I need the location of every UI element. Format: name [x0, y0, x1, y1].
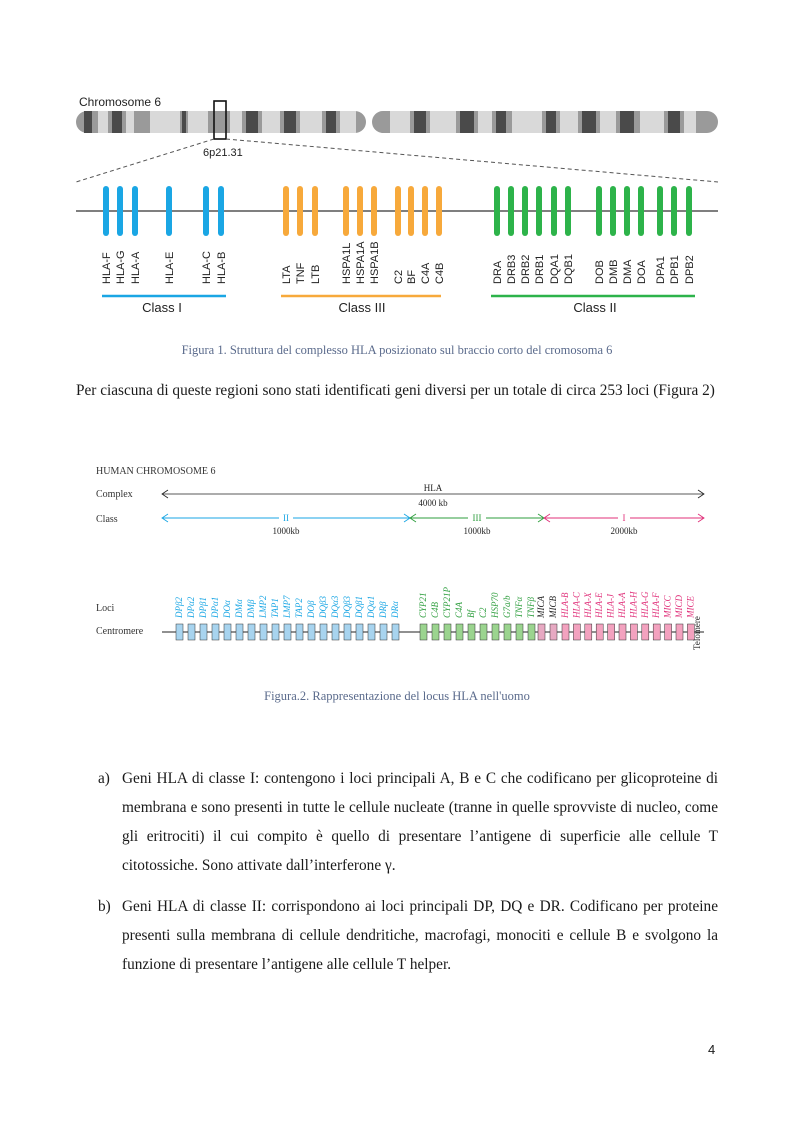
list-item-class-2	[98, 892, 718, 979]
row-complex-label: Complex	[96, 489, 133, 500]
locus-label: DQα1	[366, 595, 376, 618]
figure-2-caption: Figura.2. Rappresentazione del locus HLA nell'uomo	[264, 689, 530, 703]
class1-locus-box	[562, 624, 569, 640]
class1-locus-box	[653, 624, 660, 640]
locus-label: DMβ	[246, 599, 256, 618]
locus-label: DQα3	[330, 595, 340, 618]
locus-label: HLA-B	[560, 592, 570, 618]
locus-label: MICD	[674, 595, 684, 618]
locus-label: DPβ2	[174, 597, 184, 618]
gene-label: DPA1	[655, 256, 667, 284]
class2-locus-box	[320, 624, 327, 640]
locus-label: DQβ3	[318, 596, 328, 618]
class2-name: II	[283, 513, 289, 523]
class2-label: Class II	[573, 300, 617, 315]
gene-label: DOB	[594, 260, 606, 284]
chromosome-label: Chromosome 6	[79, 95, 162, 109]
gene-label: DPB2	[684, 255, 696, 284]
locus-label: C4A	[454, 601, 464, 618]
list-text: Geni HLA di classe II: corrispondono ai loci principali DP, DQ e DR. Codificano per proteine presenti sulla membrana di cellule dendritiche, macrofagi, monociti e cellule B e svolgono la funzione di presentare l’antigene alle cellule T helper.	[122, 898, 718, 973]
gene-label: DRB1	[534, 254, 546, 284]
class2-locus-box	[260, 624, 267, 640]
class3-locus-box	[456, 624, 463, 640]
gene-label: HSPA1B	[369, 241, 381, 284]
class2-locus-box	[236, 624, 243, 640]
locus-label: HLA-E	[594, 592, 605, 618]
gene-label: BF	[406, 269, 418, 284]
gene-label: HLA-G	[115, 250, 127, 284]
class2-locus-box	[224, 624, 231, 640]
gene-label: DMB	[608, 259, 620, 284]
class2-size: 1000kb	[272, 526, 300, 536]
page-number: 4	[708, 1042, 716, 1057]
list-item-class-1	[98, 764, 718, 880]
class2-locus-box	[380, 624, 387, 640]
class3-locus-box	[480, 624, 487, 640]
gene-label: DRB3	[506, 254, 518, 284]
gene-label: DQB1	[563, 254, 575, 284]
class2-locus-box	[248, 624, 255, 640]
class3-locus-box	[432, 624, 439, 640]
gene-label: HSPA1L	[341, 242, 353, 284]
gene-label: HLA-A	[130, 251, 142, 284]
gene-label: HSPA1A	[355, 241, 367, 284]
locus-label: C2	[478, 607, 488, 618]
locus-label: HLA-A	[617, 592, 627, 618]
row-loci-label: Loci	[96, 603, 115, 614]
gene-label: C2	[393, 269, 405, 284]
gene-label: TNF	[295, 262, 307, 284]
paragraph-loci-count: Per ciascuna di queste regioni sono stati identificati geni diversi per un totale di circa 253 loci (Figura 2)	[76, 382, 715, 399]
locus-label: MICB	[548, 596, 558, 618]
class1-locus-box	[585, 624, 592, 640]
class2-locus-box	[284, 624, 291, 640]
class3-locus-box	[492, 624, 499, 640]
locus-label: DMα	[234, 599, 244, 618]
locus-label: LMP7	[282, 595, 292, 618]
row-centromere-label: Centromere	[96, 626, 144, 637]
row-class-label: Class	[96, 514, 118, 525]
class2-locus-box	[368, 624, 375, 640]
locus-label: MICA	[536, 596, 546, 618]
locus-label: DOβ	[306, 600, 316, 618]
class3-locus-box	[516, 624, 523, 640]
class2-locus-box	[176, 624, 183, 640]
class2-locus-box	[308, 624, 315, 640]
locus-label: DQβ1	[354, 596, 364, 618]
locus-label: HLA-F	[651, 592, 662, 618]
class1-locus-box	[642, 624, 649, 640]
locus-label: LMP2	[258, 595, 268, 618]
locus-label: MICE	[685, 596, 696, 618]
gene-label: DOA	[636, 260, 648, 284]
locus-label: DPα2	[186, 596, 196, 618]
locus-label: HSP70	[490, 592, 500, 618]
locus-label: TNFα	[514, 596, 524, 618]
class3-locus-box	[468, 624, 475, 640]
telomere-label: Telomere	[692, 616, 702, 650]
class1-size: 2000kb	[610, 526, 638, 536]
figure-1-caption: Figura 1. Struttura del complesso HLA posizionato sul braccio corto del cromosoma 6	[181, 343, 613, 357]
class1-locus-box	[619, 624, 626, 640]
gene-label: HLA-C	[201, 250, 213, 284]
class2-locus-box	[272, 624, 279, 640]
class1-locus-box	[665, 624, 672, 640]
locus-label: DQβ3	[342, 596, 352, 618]
locus-label: HLA-C	[571, 591, 582, 618]
gene-label: LTB	[310, 264, 322, 284]
gene-label: DMA	[622, 259, 634, 284]
locus-label: DRβ	[378, 601, 388, 618]
class1-locus-box	[630, 624, 637, 640]
class2-locus-box	[188, 624, 195, 640]
class1-locus-box	[676, 624, 683, 640]
mic-locus-box	[538, 624, 545, 640]
class3-locus-box	[528, 624, 535, 640]
gene-label: HLA-E	[164, 251, 176, 284]
locus-label: Bf	[466, 610, 476, 618]
gene-label: C4B	[434, 262, 446, 284]
locus-label: C4B	[430, 601, 440, 618]
class2-locus-box	[356, 624, 363, 640]
class3-locus-box	[504, 624, 511, 640]
class1-locus-box	[596, 624, 603, 640]
class2-locus-box	[392, 624, 399, 640]
locus-label: HLA-H	[628, 591, 639, 618]
mic-locus-box	[550, 624, 557, 640]
gene-label: HLA-B	[216, 251, 228, 284]
class3-label: Class III	[338, 300, 386, 315]
band-label: 6p21.31	[203, 147, 243, 159]
class2-locus-box	[344, 624, 351, 640]
locus-label: TAP1	[270, 598, 280, 618]
list-text: Geni HLA di classe I: contengono i loci principali A, B e C che codificano per glicoproteine di membrana e sono presenti in tutte le cellule nucleate (tranne in quelle sprovviste di nucleo, come gli eritrociti) il cui compito è quello di presentare l’antigene di superficie alle cellule T citotossiche. Sono attivate dall’interferone γ.	[122, 770, 718, 874]
locus-label: DPβ1	[198, 597, 208, 618]
gene-label: DRA	[492, 260, 504, 284]
locus-label: CYP21P	[442, 586, 452, 618]
gene-label: LTA	[281, 265, 293, 284]
class3-locus-box	[444, 624, 451, 640]
locus-label: DPα1	[210, 596, 220, 618]
locus-label: HLA-J	[605, 594, 616, 618]
class1-label: Class I	[142, 300, 182, 315]
locus-label: G7a/b	[502, 595, 512, 618]
gene-label: DPB1	[669, 255, 681, 284]
complex-size: 4000 kb	[418, 498, 448, 508]
gene-label: DRB2	[520, 254, 532, 284]
class1-name: I	[622, 513, 626, 523]
class2-locus-box	[296, 624, 303, 640]
locus-label: HLA-G	[639, 591, 650, 618]
class3-size: 1000kb	[463, 526, 491, 536]
class3-locus-box	[420, 624, 427, 640]
gene-label: C4A	[420, 262, 432, 284]
class1-locus-box	[608, 624, 615, 640]
class1-locus-box	[573, 624, 580, 640]
locus-label: TAP2	[294, 598, 304, 618]
list-marker: b)	[98, 898, 111, 915]
class2-locus-box	[332, 624, 339, 640]
class2-locus-box	[200, 624, 207, 640]
locus-label: MICC	[662, 595, 673, 618]
locus-label: HLA-X	[582, 592, 593, 618]
gene-label: DQA1	[549, 254, 561, 284]
complex-name: HLA	[423, 483, 443, 493]
locus-label: DRα	[390, 601, 400, 618]
locus-label: DOα	[222, 600, 232, 618]
class2-locus-box	[212, 624, 219, 640]
class3-name: III	[472, 513, 482, 523]
locus-label: CYP21	[418, 592, 428, 618]
gene-label: HLA-F	[101, 252, 113, 284]
fig2-title: HUMAN CHROMOSOME 6	[96, 466, 216, 477]
list-marker: a)	[98, 770, 110, 787]
locus-label: TNFβ	[526, 597, 536, 618]
